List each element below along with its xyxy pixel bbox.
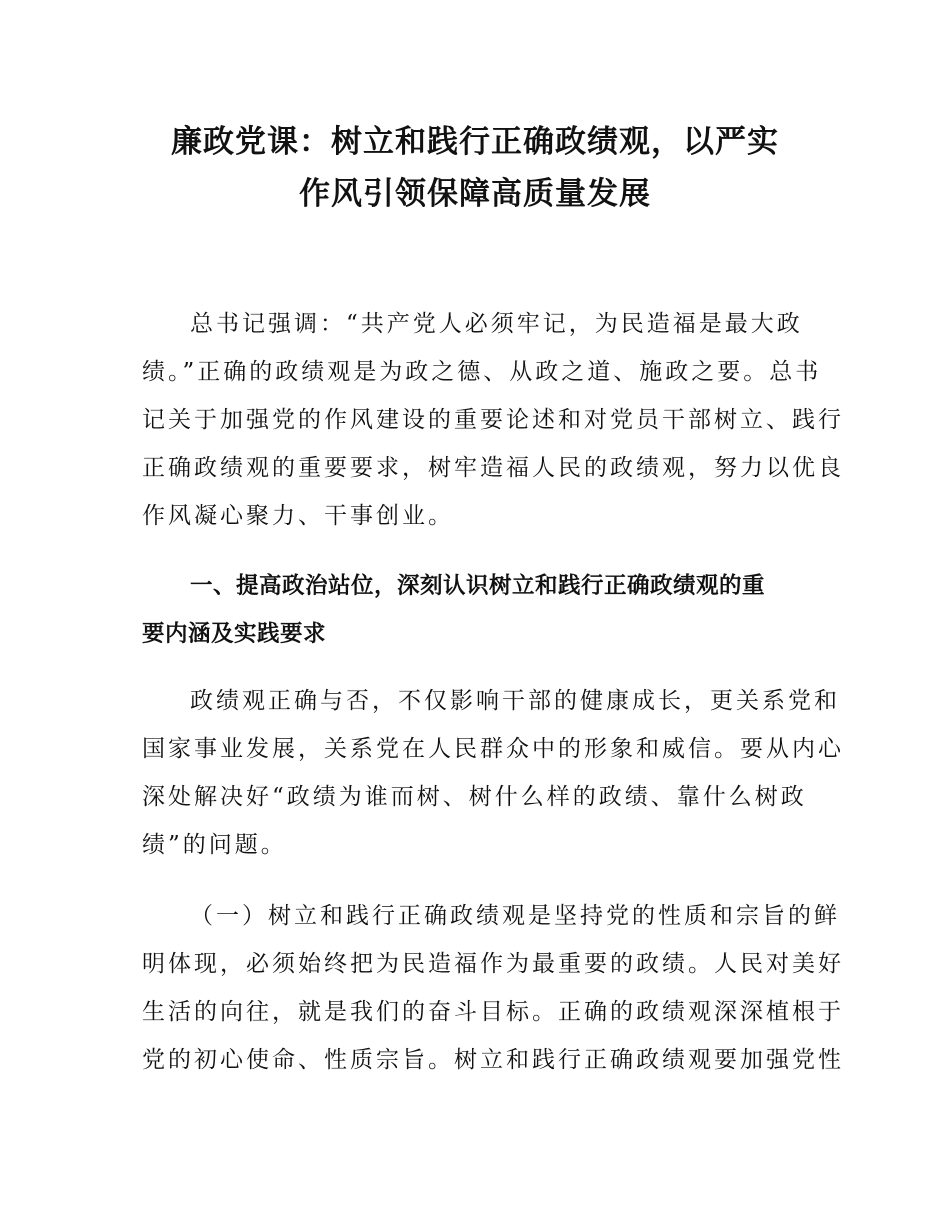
paragraph-line: 生活的向往，就是我们的奋斗目标。正确的政绩观深深植根于 — [142, 999, 844, 1025]
heading-line: 要内涵及实践要求 — [142, 621, 327, 647]
paragraph-line: 记关于加强党的作风建设的重要论述和对党员干部树立、践行 — [142, 407, 844, 433]
title-line: 廉政党课：树立和践行正确政绩观，以严实 — [171, 124, 779, 160]
paragraph-section-1 — [142, 677, 844, 869]
paragraph-line: 作风凝心聚力、干事创业。 — [142, 503, 454, 529]
paragraph-line: 正确政绩观的重要要求，树牢造福人民的政绩观，努力以优良 — [142, 455, 844, 481]
section-heading-1 — [142, 562, 822, 658]
paragraph-intro — [142, 300, 844, 540]
paragraph-line: 政绩观正确与否，不仅影响干部的健康成长，更关系党和 — [190, 688, 840, 714]
paragraph-line: 明体现，必须始终把为民造福作为最重要的政绩。人民对美好 — [142, 951, 844, 977]
paragraph-line: 总书记强调：“共产党人必须牢记，为民造福是最大政 — [190, 311, 803, 337]
heading-line: 一、提高政治站位，深刻认识树立和践行正确政绩观的重 — [190, 573, 766, 599]
document-title — [140, 116, 810, 220]
paragraph-line: 国家事业发展，关系党在人民群众中的形象和威信。要从内心 — [142, 736, 844, 762]
paragraph-line: （一）树立和践行正确政绩观是坚持党的性质和宗旨的鲜 — [190, 903, 840, 929]
paragraph-line: 深处解决好“政绩为谁而树、树什么样的政绩、靠什么树政 — [142, 784, 807, 810]
title-line: 作风引领保障高质量发展 — [299, 176, 651, 212]
paragraph-line: 绩。”正确的政绩观是为政之德、从政之道、施政之要。总书 — [142, 359, 822, 385]
paragraph-line: 党的初心使命、性质宗旨。树立和践行正确政绩观要加强党性 — [142, 1047, 844, 1073]
paragraph-line: 绩”的问题。 — [142, 832, 287, 858]
paragraph-subsection-1 — [142, 892, 844, 1084]
